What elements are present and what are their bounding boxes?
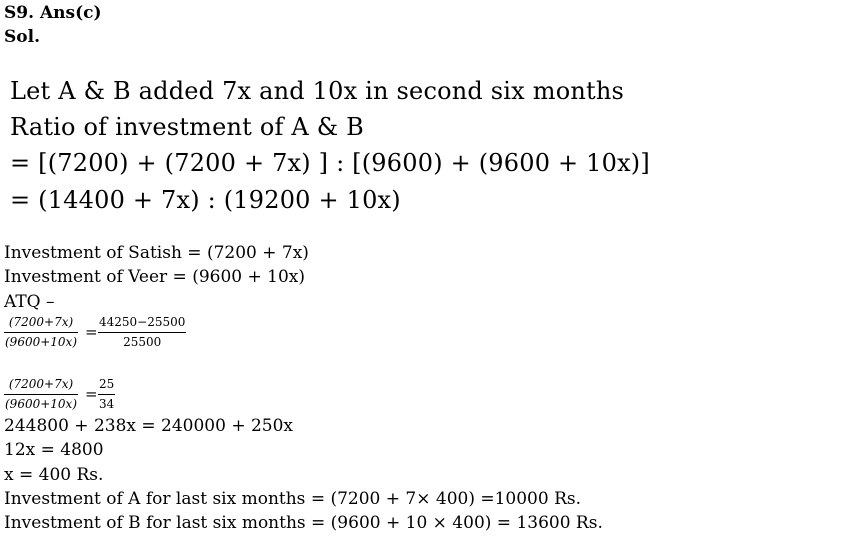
investment-satish: Investment of Satish = (7200 + 7x) <box>4 243 309 263</box>
image-line-2: Ratio of investment of A & B <box>10 113 364 141</box>
fraction-bar <box>98 332 186 333</box>
image-line-3: = [(7200) + (7200 + 7x) ] : [(9600) + (9600 + 10x)] <box>10 149 650 177</box>
solution-label: Sol. <box>4 27 40 47</box>
equals-sign: = <box>85 323 98 341</box>
rhs-numerator: 25 <box>99 377 115 391</box>
rhs-fraction <box>98 315 186 350</box>
lhs-numerator: (7200+7x) <box>8 377 74 391</box>
image-line-1: Let A & B added 7x and 10x in second six months <box>10 77 625 105</box>
lhs-denominator: (9600+10x) <box>5 335 77 349</box>
lhs-fraction <box>4 315 78 350</box>
rhs-denominator: 25500 <box>123 335 162 349</box>
equals-sign: = <box>85 385 98 403</box>
fraction-bar <box>98 394 115 395</box>
equation-step-3: x = 400 Rs. <box>4 465 104 485</box>
result-investment-b: Investment of B for last six months = (9600 + 10 × 400) = 13600 Rs. <box>4 513 603 533</box>
atq-label: ATQ – <box>4 292 55 312</box>
image-line-4: = (14400 + 7x) : (19200 + 10x) <box>10 186 401 214</box>
fraction-bar <box>4 394 78 395</box>
equation-step-2: 12x = 4800 <box>4 440 104 460</box>
result-investment-a: Investment of A for last six months = (7200 + 7× 400) =10000 Rs. <box>4 489 582 509</box>
lhs-denominator: (9600+10x) <box>5 397 77 411</box>
rhs-fraction <box>98 377 115 412</box>
question-answer-heading: S9. Ans(c) <box>4 3 102 23</box>
lhs-numerator: (7200+7x) <box>8 315 74 329</box>
investment-veer: Investment of Veer = (9600 + 10x) <box>4 267 305 287</box>
fraction-bar <box>4 332 78 333</box>
equation-step-1: 244800 + 238x = 240000 + 250x <box>4 416 294 436</box>
rhs-numerator: 44250−25500 <box>99 315 186 329</box>
rhs-denominator: 34 <box>99 397 115 411</box>
lhs-fraction <box>4 377 78 412</box>
